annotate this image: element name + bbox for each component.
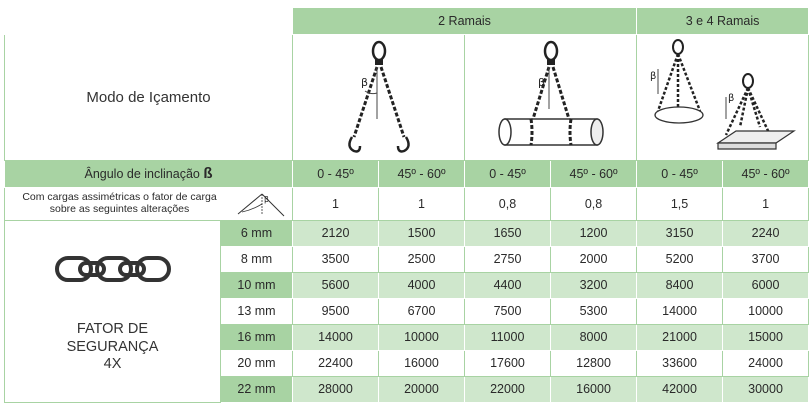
asym-factor-cell: 0,8: [465, 188, 551, 221]
value-cell: 15000: [723, 325, 809, 351]
value-cell: 20000: [379, 377, 465, 403]
svg-text:β: β: [264, 195, 270, 204]
multi-leg-sling-loads-icon: [637, 35, 809, 161]
svg-text:β: β: [649, 70, 656, 82]
value-cell: 2000: [551, 247, 637, 273]
value-cell: 6000: [723, 273, 809, 299]
asym-factor-cell: 1,5: [637, 188, 723, 221]
value-cell: 3200: [551, 273, 637, 299]
asym-factor-cell: 0,8: [551, 188, 637, 221]
asymmetric-label-line2: sobre as seguintes alterações: [49, 203, 190, 215]
value-cell: 1500: [379, 221, 465, 247]
value-cell: 4000: [379, 273, 465, 299]
two-leg-sling-hooks-icon: [293, 35, 465, 161]
asym-factor-cell: 1: [379, 188, 465, 221]
safety-line1: FATOR DE: [76, 321, 149, 338]
safety-line3: 4X: [103, 356, 122, 373]
chain-sling-load-table: [4, 7, 809, 403]
value-cell: 10000: [379, 325, 465, 351]
asymmetric-angle-icon: [234, 190, 288, 218]
beta-label: β: [360, 75, 368, 89]
angle-cell: 0 - 45º: [465, 161, 551, 188]
safety-factor-cell: [5, 221, 221, 403]
value-cell: 24000: [723, 351, 809, 377]
value-cell: 3700: [723, 247, 809, 273]
value-cell: 16000: [551, 377, 637, 403]
value-cell: 33600: [637, 351, 723, 377]
value-cell: 16000: [379, 351, 465, 377]
asymmetric-factor-row: [5, 188, 809, 221]
value-cell: 5600: [293, 273, 379, 299]
chain-size-cell: 10 mm: [221, 273, 293, 299]
value-cell: 11000: [465, 325, 551, 351]
value-cell: 9500: [293, 299, 379, 325]
value-cell: 3500: [293, 247, 379, 273]
value-cell: 14000: [293, 325, 379, 351]
table-row: [5, 221, 809, 247]
value-cell: 1200: [551, 221, 637, 247]
value-cell: 8000: [551, 325, 637, 351]
chain-size-cell: 6 mm: [221, 221, 293, 247]
asym-factor-cell: 1: [293, 188, 379, 221]
value-cell: 14000: [637, 299, 723, 325]
chain-size-cell: 22 mm: [221, 377, 293, 403]
angle-cell: 45º - 60º: [551, 161, 637, 188]
angle-row: [5, 161, 809, 188]
beta-symbol: ß: [203, 165, 213, 183]
value-cell: 28000: [293, 377, 379, 403]
value-cell: 2750: [465, 247, 551, 273]
value-cell: 1650: [465, 221, 551, 247]
value-cell: 2120: [293, 221, 379, 247]
chain-links-icon: [53, 249, 173, 289]
value-cell: 22400: [293, 351, 379, 377]
value-cell: 2240: [723, 221, 809, 247]
value-cell: 5300: [551, 299, 637, 325]
two-leg-sling-pipe-icon: [465, 35, 637, 161]
value-cell: 10000: [723, 299, 809, 325]
value-cell: 8400: [637, 273, 723, 299]
value-cell: 42000: [637, 377, 723, 403]
angle-cell: 45º - 60º: [379, 161, 465, 188]
svg-text:β: β: [727, 92, 734, 104]
value-cell: 2500: [379, 247, 465, 273]
group-header-3-4-legs: 3 e 4 Ramais: [637, 8, 809, 35]
asymmetric-label-cell: [5, 188, 293, 221]
value-cell: 21000: [637, 325, 723, 351]
angle-row-label: Ângulo de inclinação ß: [5, 161, 293, 188]
svg-text:β: β: [537, 75, 545, 89]
value-cell: 5200: [637, 247, 723, 273]
group-header-2-legs: 2 Ramais: [293, 8, 637, 35]
asymmetric-label-line1: Com cargas assimétricas o fator de carga: [22, 191, 217, 204]
value-cell: 6700: [379, 299, 465, 325]
chain-size-cell: 16 mm: [221, 325, 293, 351]
chain-size-cell: 8 mm: [221, 247, 293, 273]
value-cell: 12800: [551, 351, 637, 377]
lifting-mode-label: Modo de Içamento: [5, 35, 293, 161]
lifting-mode-row: [5, 35, 809, 161]
angle-cell: 45º - 60º: [723, 161, 809, 188]
chain-size-cell: 20 mm: [221, 351, 293, 377]
chain-size-cell: 13 mm: [221, 299, 293, 325]
value-cell: 3150: [637, 221, 723, 247]
corner-blank: [5, 8, 293, 35]
asym-factor-cell: 1: [723, 188, 809, 221]
value-cell: 30000: [723, 377, 809, 403]
group-header-row: [5, 8, 809, 35]
value-cell: 4400: [465, 273, 551, 299]
angle-cell: 0 - 45º: [637, 161, 723, 188]
value-cell: 17600: [465, 351, 551, 377]
safety-line2: SEGURANÇA: [66, 338, 159, 355]
value-cell: 22000: [465, 377, 551, 403]
angle-cell: 0 - 45º: [293, 161, 379, 188]
value-cell: 7500: [465, 299, 551, 325]
